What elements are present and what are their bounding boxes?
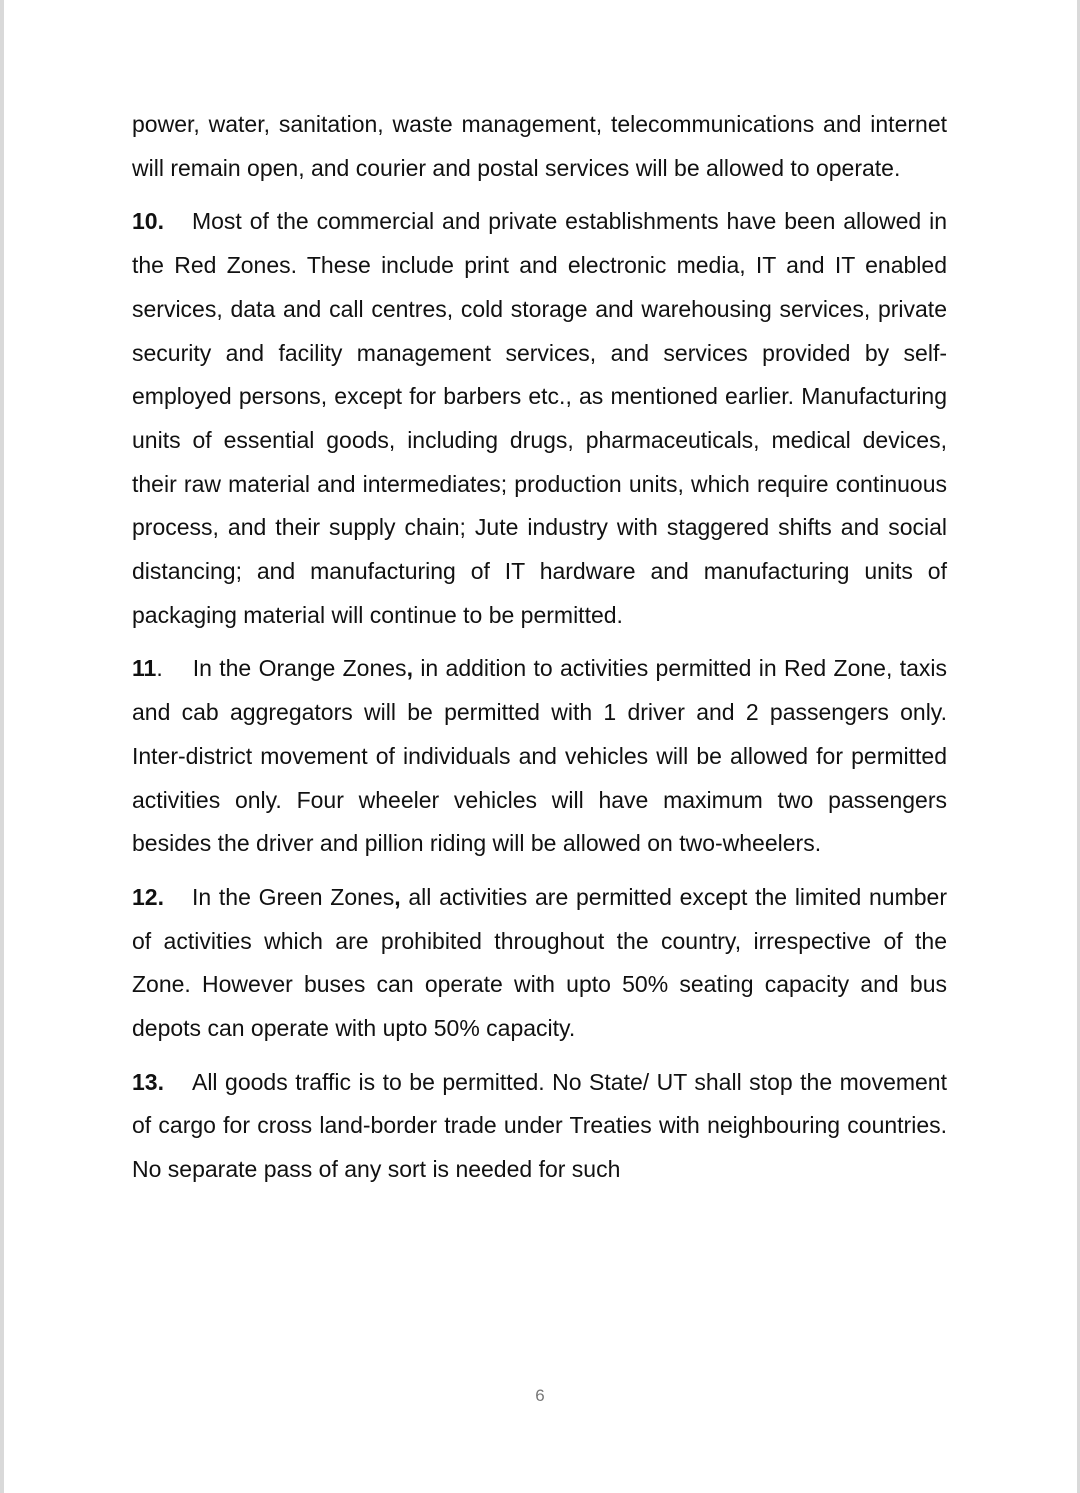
paragraph-number: 11 xyxy=(132,655,157,682)
paragraph-11 xyxy=(132,647,947,866)
paragraph-text: in addition to activities permitted in Red Zone, taxis and cab aggregators will be permitted with 1 driver and 2 passengers only. Inter-district movement of individuals and vehicles will be allowed for permitted activities only. Four wheeler vehicles will have maximum two passengers besides the driver and pillion riding will be allowed on two-wheelers. xyxy=(132,655,948,857)
paragraph-text: All goods traffic is to be permitted. No State/ UT shall stop the movement of cargo for cross land-border trade under Treaties with neighbouring countries. No separate pass of any sort is needed for such xyxy=(132,1068,947,1183)
paragraph-text: Most of the commercial and private establishments have been allowed in the Red Zones. These include print and electronic media, IT and IT enabled services, data and call centres, cold storage and warehousing services, private security and facility management services, and services provided by self-employed persons, except for barbers etc., as mentioned earlier. Manufacturing units of essential goods, including drugs, pharmaceuticals, medical devices, their raw material and intermediates; production units, which require continuous process, and their supply chain; Jute industry with staggered shifts and social distancing; and manufacturing of IT hardware and manufacturing units of packaging material will continue to be permitted. xyxy=(132,208,947,628)
paragraph-text: power, water, sanitation, waste management, telecommunications and internet will remain open, and courier and postal services will be allowed to operate. xyxy=(132,111,947,181)
paragraph-text: all activities are permitted except the limited number of activities which are prohibited throughout the country, irrespective of the Zone. However buses can operate with upto 50% seating capacity and bus depots can operate with upto 50% capacity. xyxy=(132,883,947,1042)
paragraph-lead-comma: , xyxy=(406,655,413,682)
paragraph-lead: In the Orange Zones xyxy=(192,655,407,682)
paragraph-continuation xyxy=(132,103,947,190)
paragraph-number: 12. xyxy=(132,883,164,910)
paragraph-lead-comma: , xyxy=(394,883,401,910)
paragraph-12 xyxy=(132,876,947,1051)
paragraph-number: 13. xyxy=(132,1068,164,1095)
paragraph-10 xyxy=(132,200,947,637)
paragraph-lead: In the Green Zones xyxy=(191,883,395,910)
page-edge-left xyxy=(0,0,4,1493)
page-number: 6 xyxy=(535,1386,545,1405)
paragraph-number-suffix: . xyxy=(156,655,163,682)
paragraph-number: 10. xyxy=(132,208,164,235)
paragraph-13 xyxy=(132,1061,947,1192)
document-body xyxy=(132,103,947,1192)
